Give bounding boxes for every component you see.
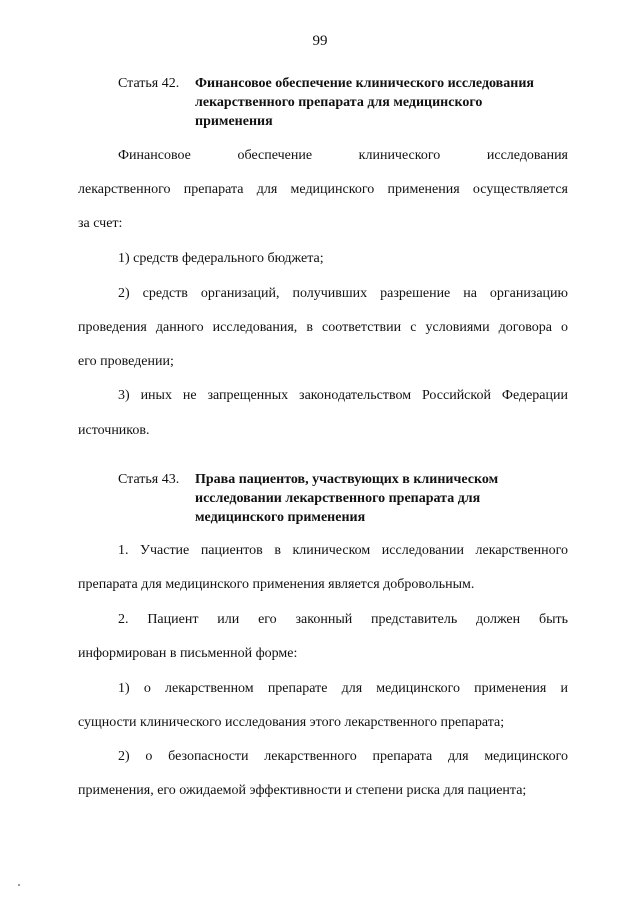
- article-42-paragraph-line-1: Финансовое обеспечение клинического исследования: [118, 148, 568, 163]
- article-42-title-line-1: Финансовое обеспечение клинического исследования: [195, 76, 534, 91]
- article-43-p2-line-2: информирован в письменной форме:: [78, 646, 298, 661]
- page-number: 99: [312, 33, 328, 49]
- article-43-p1-line-2: препарата для медицинского применения является добровольным.: [78, 577, 475, 592]
- article-43-sub2-line-1: 2) о безопасности лекарственного препарата для медицинского: [118, 749, 568, 764]
- article-43-label: Статья 43.: [118, 472, 180, 487]
- article-42-item-3-line-2: источников.: [78, 423, 150, 438]
- article-42-title-line-2: лекарственного препарата для медицинского: [195, 95, 483, 110]
- article-43-p1-line-1: 1. Участие пациентов в клиническом исследовании лекарственного: [118, 543, 568, 558]
- article-42-paragraph-line-3: за счет:: [78, 216, 123, 231]
- article-43-heading: [118, 470, 588, 527]
- article-42-item-3-line-1: 3) иных не запрещенных законодательством Российской Федерации: [118, 388, 568, 403]
- article-43-title-line-3: медицинского применения: [195, 510, 366, 525]
- article-42-item-2-line-3: его проведении;: [78, 354, 174, 369]
- article-43-title: [195, 470, 588, 527]
- scan-speck: [18, 884, 20, 886]
- article-42-paragraph-line-2: лекарственного препарата для медицинского применения осуществляется: [78, 182, 568, 197]
- article-43-sub1-line-2: сущности клинического исследования этого лекарственного препарата;: [78, 715, 505, 730]
- article-43-sub1-line-1: 1) о лекарственном препарате для медицинского применения и: [118, 681, 568, 696]
- article-43-p2-line-1: 2. Пациент или его законный представитель должен быть: [118, 612, 568, 627]
- article-43-title-line-1: Права пациентов, участвующих в клиническом: [195, 472, 499, 487]
- article-43-sub2-line-2: применения, его ожидаемой эффективности и степени риска для пациента;: [78, 783, 527, 798]
- article-42-title-line-3: применения: [195, 114, 273, 129]
- article-42-item-2-line-2: проведения данного исследования, в соответствии с условиями договора о: [78, 320, 568, 335]
- article-42-label: Статья 42.: [118, 76, 180, 91]
- article-42-item-2-line-1: 2) средств организаций, получивших разрешение на организацию: [118, 286, 568, 301]
- article-42-title: [195, 74, 588, 131]
- article-42-item-1: 1) средств федерального бюджета;: [118, 251, 324, 266]
- article-43-title-line-2: исследовании лекарственного препарата для: [195, 491, 481, 506]
- article-42-heading: [118, 74, 588, 131]
